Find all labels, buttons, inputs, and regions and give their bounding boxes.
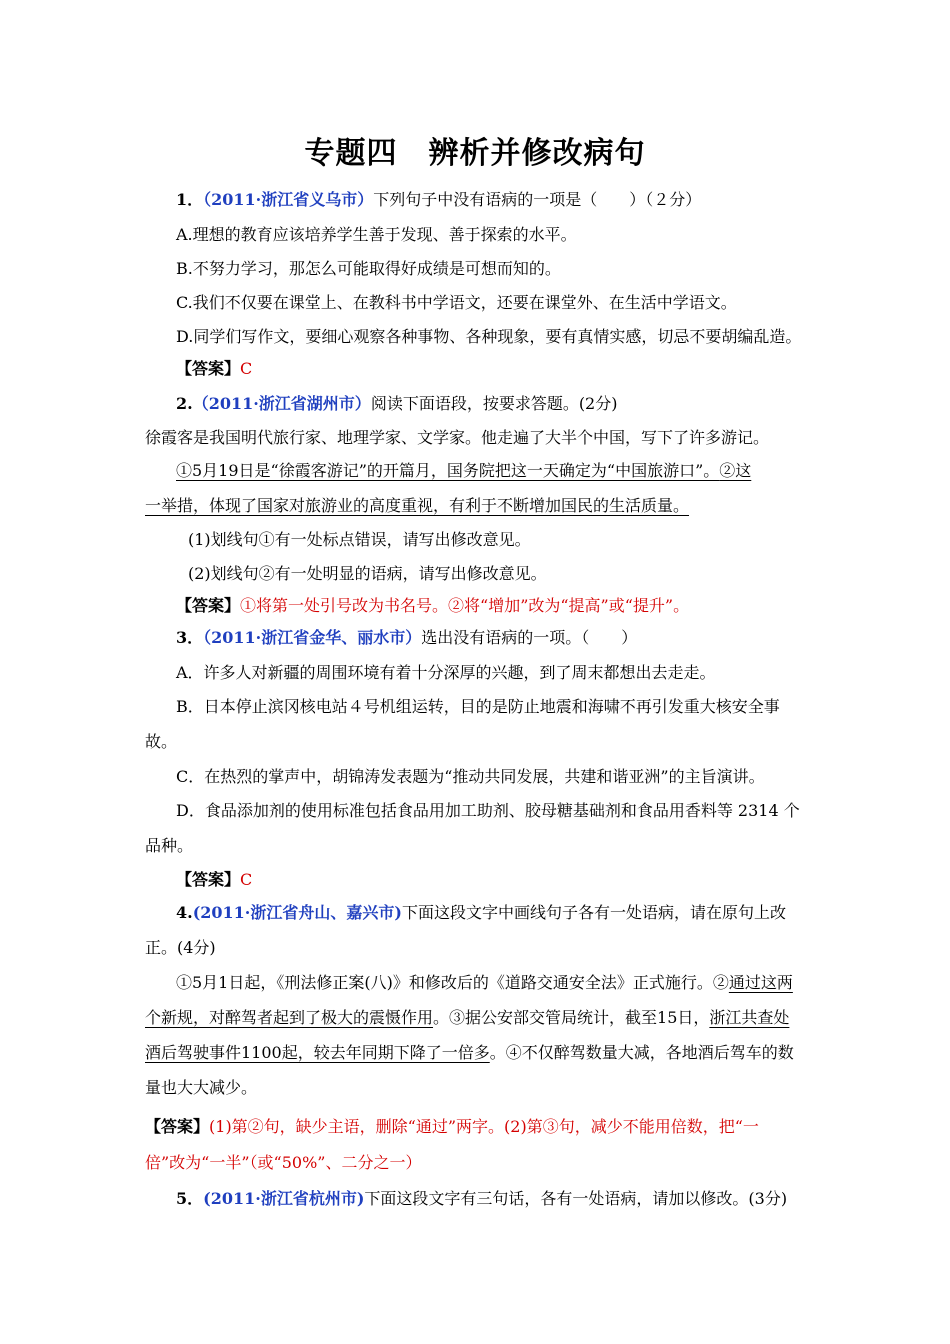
underlined-sentence: 通过这两	[728, 973, 793, 992]
option-d: D．食品添加剂的使用标准包括食品用加工助剂、胶母糖基础剂和食品用香料等 2314 个	[176, 801, 800, 820]
underlined-sentence-2-cont: 一举措，体现了国家对旅游业的高度重视，有利于不断增加国民的生活质量。	[145, 496, 690, 515]
passage-line	[145, 1008, 789, 1028]
question-source: （2011·浙江省湖州市）	[192, 394, 371, 413]
answer-text: ①将第一处引号改为书名号。②将“增加”改为“提高”或“提升”。	[240, 596, 690, 615]
answer-label: 【答案】	[145, 1117, 210, 1136]
passage-text: ①5月1日起，《刑法修正案(八)》和修改后的《道路交通安全法》正式施行。②	[176, 973, 729, 992]
passage-line	[176, 973, 793, 993]
passage-line: 徐霞客是我国明代旅行家、地理学家、文学家。他走遍了大半个中国，写下了许多游记。	[145, 428, 770, 447]
passage-text: 。④不仅醉驾数量大减，各地酒后驾车的数	[489, 1043, 794, 1062]
underlined-sentence: 酒后驾驶事件1100起，较去年同期下降了一倍多	[145, 1043, 490, 1062]
question-text: 阅读下面语段，按要求答题。(2分)	[370, 394, 618, 413]
option-b: B.不努力学习，那怎么可能取得好成绩是可想而知的。	[176, 259, 561, 278]
answer-3	[176, 870, 252, 890]
question-source: （2011·浙江省义乌市）	[203, 190, 374, 209]
answer-label: 【答案】	[176, 359, 241, 378]
question-4-stem	[176, 903, 786, 923]
option-d-cont: 品种。	[145, 836, 194, 855]
question-text: 下面这段文字有三句话，各有一处语病，请加以修改。(3分)	[364, 1189, 788, 1208]
sub-question-2: (2)划线句②有一处明显的语病，请写出修改意见。	[188, 564, 547, 583]
answer-label: 【答案】	[176, 870, 241, 889]
answer-text: (1)第②句，缺少主语，删除“通过”两字。(2)第③句，减少不能用倍数，把“一	[209, 1117, 759, 1136]
question-text: 下面这段文字中画线句子各有一处语病，请在原句上改	[401, 903, 786, 922]
answer-1	[176, 359, 252, 379]
option-a: A.理想的教育应该培养学生善于发现、善于探索的水平。	[176, 225, 577, 244]
answer-4-cont	[145, 1153, 421, 1173]
underlined-sentence: 浙江共查处	[709, 1008, 790, 1027]
question-text: 选出没有语病的一项。（ ）	[421, 628, 638, 647]
answer-2	[176, 596, 689, 616]
page-title: 专题四 辨析并修改病句	[304, 136, 646, 171]
question-5-stem	[176, 1189, 787, 1209]
option-a: A．许多人对新疆的周围环境有着十分深厚的兴趣，到了周末都想出去走走。	[176, 663, 716, 682]
question-number: 1．	[176, 190, 204, 209]
question-number: 4.	[176, 903, 193, 922]
question-source: (2011·浙江省杭州市)	[203, 1189, 365, 1208]
option-b: B．日本停止滨冈核电站４号机组运转，目的是防止地震和海啸不再引发重大核安全事	[176, 697, 780, 716]
answer-4	[145, 1117, 759, 1137]
underlined-sentence-2: ②这	[719, 461, 752, 480]
question-number: 5．	[176, 1189, 204, 1208]
option-c: C.我们不仅要在课堂上、在教科书中学语文，还要在课堂外、在生活中学语文。	[176, 293, 737, 312]
passage-line: 量也大大减少。	[145, 1078, 258, 1097]
answer-text: C	[240, 870, 253, 889]
underlined-sentence: 个新规，对醉驾者起到了极大的震慑作用	[145, 1008, 434, 1027]
question-text: 下列句子中没有语病的一项是（ ）（２分）	[373, 190, 702, 209]
answer-label: 【答案】	[176, 596, 241, 615]
question-number: 2.	[176, 394, 193, 413]
option-c: C．在热烈的掌声中，胡锦涛发表题为“推动共同发展，共建和谐亚洲”的主旨演讲。	[176, 767, 765, 786]
question-1-stem	[176, 190, 701, 210]
sub-question-1: (1)划线句①有一处标点错误，请写出修改意见。	[188, 530, 531, 549]
passage-line	[145, 1043, 794, 1063]
question-source: （2011·浙江省金华、丽水市）	[203, 628, 422, 647]
question-number: 3．	[176, 628, 204, 647]
question-source: (2011·浙江省舟山、嘉兴市)	[192, 903, 402, 922]
option-d: D.同学们写作文，要细心观察各种事物、各种现象，要有真情实感，切忌不要胡编乱造。	[176, 327, 802, 346]
underlined-sentence-1: ①5月19日是“徐霞客游记”的开篇月，国务院把这一天确定为“中国旅游口”。	[176, 461, 720, 480]
answer-text: 倍”改为“一半”（或“50%”、二分之一）	[145, 1153, 422, 1172]
passage-line	[176, 461, 751, 481]
question-2-stem	[176, 394, 617, 414]
answer-text: C	[240, 359, 253, 378]
question-3-stem	[176, 628, 637, 648]
option-b-cont: 故。	[145, 732, 178, 751]
passage-line	[145, 496, 689, 516]
passage-text: 。③据公安部交管局统计，截至15日，	[433, 1008, 710, 1027]
question-text-cont: 正。(4分)	[145, 938, 216, 957]
